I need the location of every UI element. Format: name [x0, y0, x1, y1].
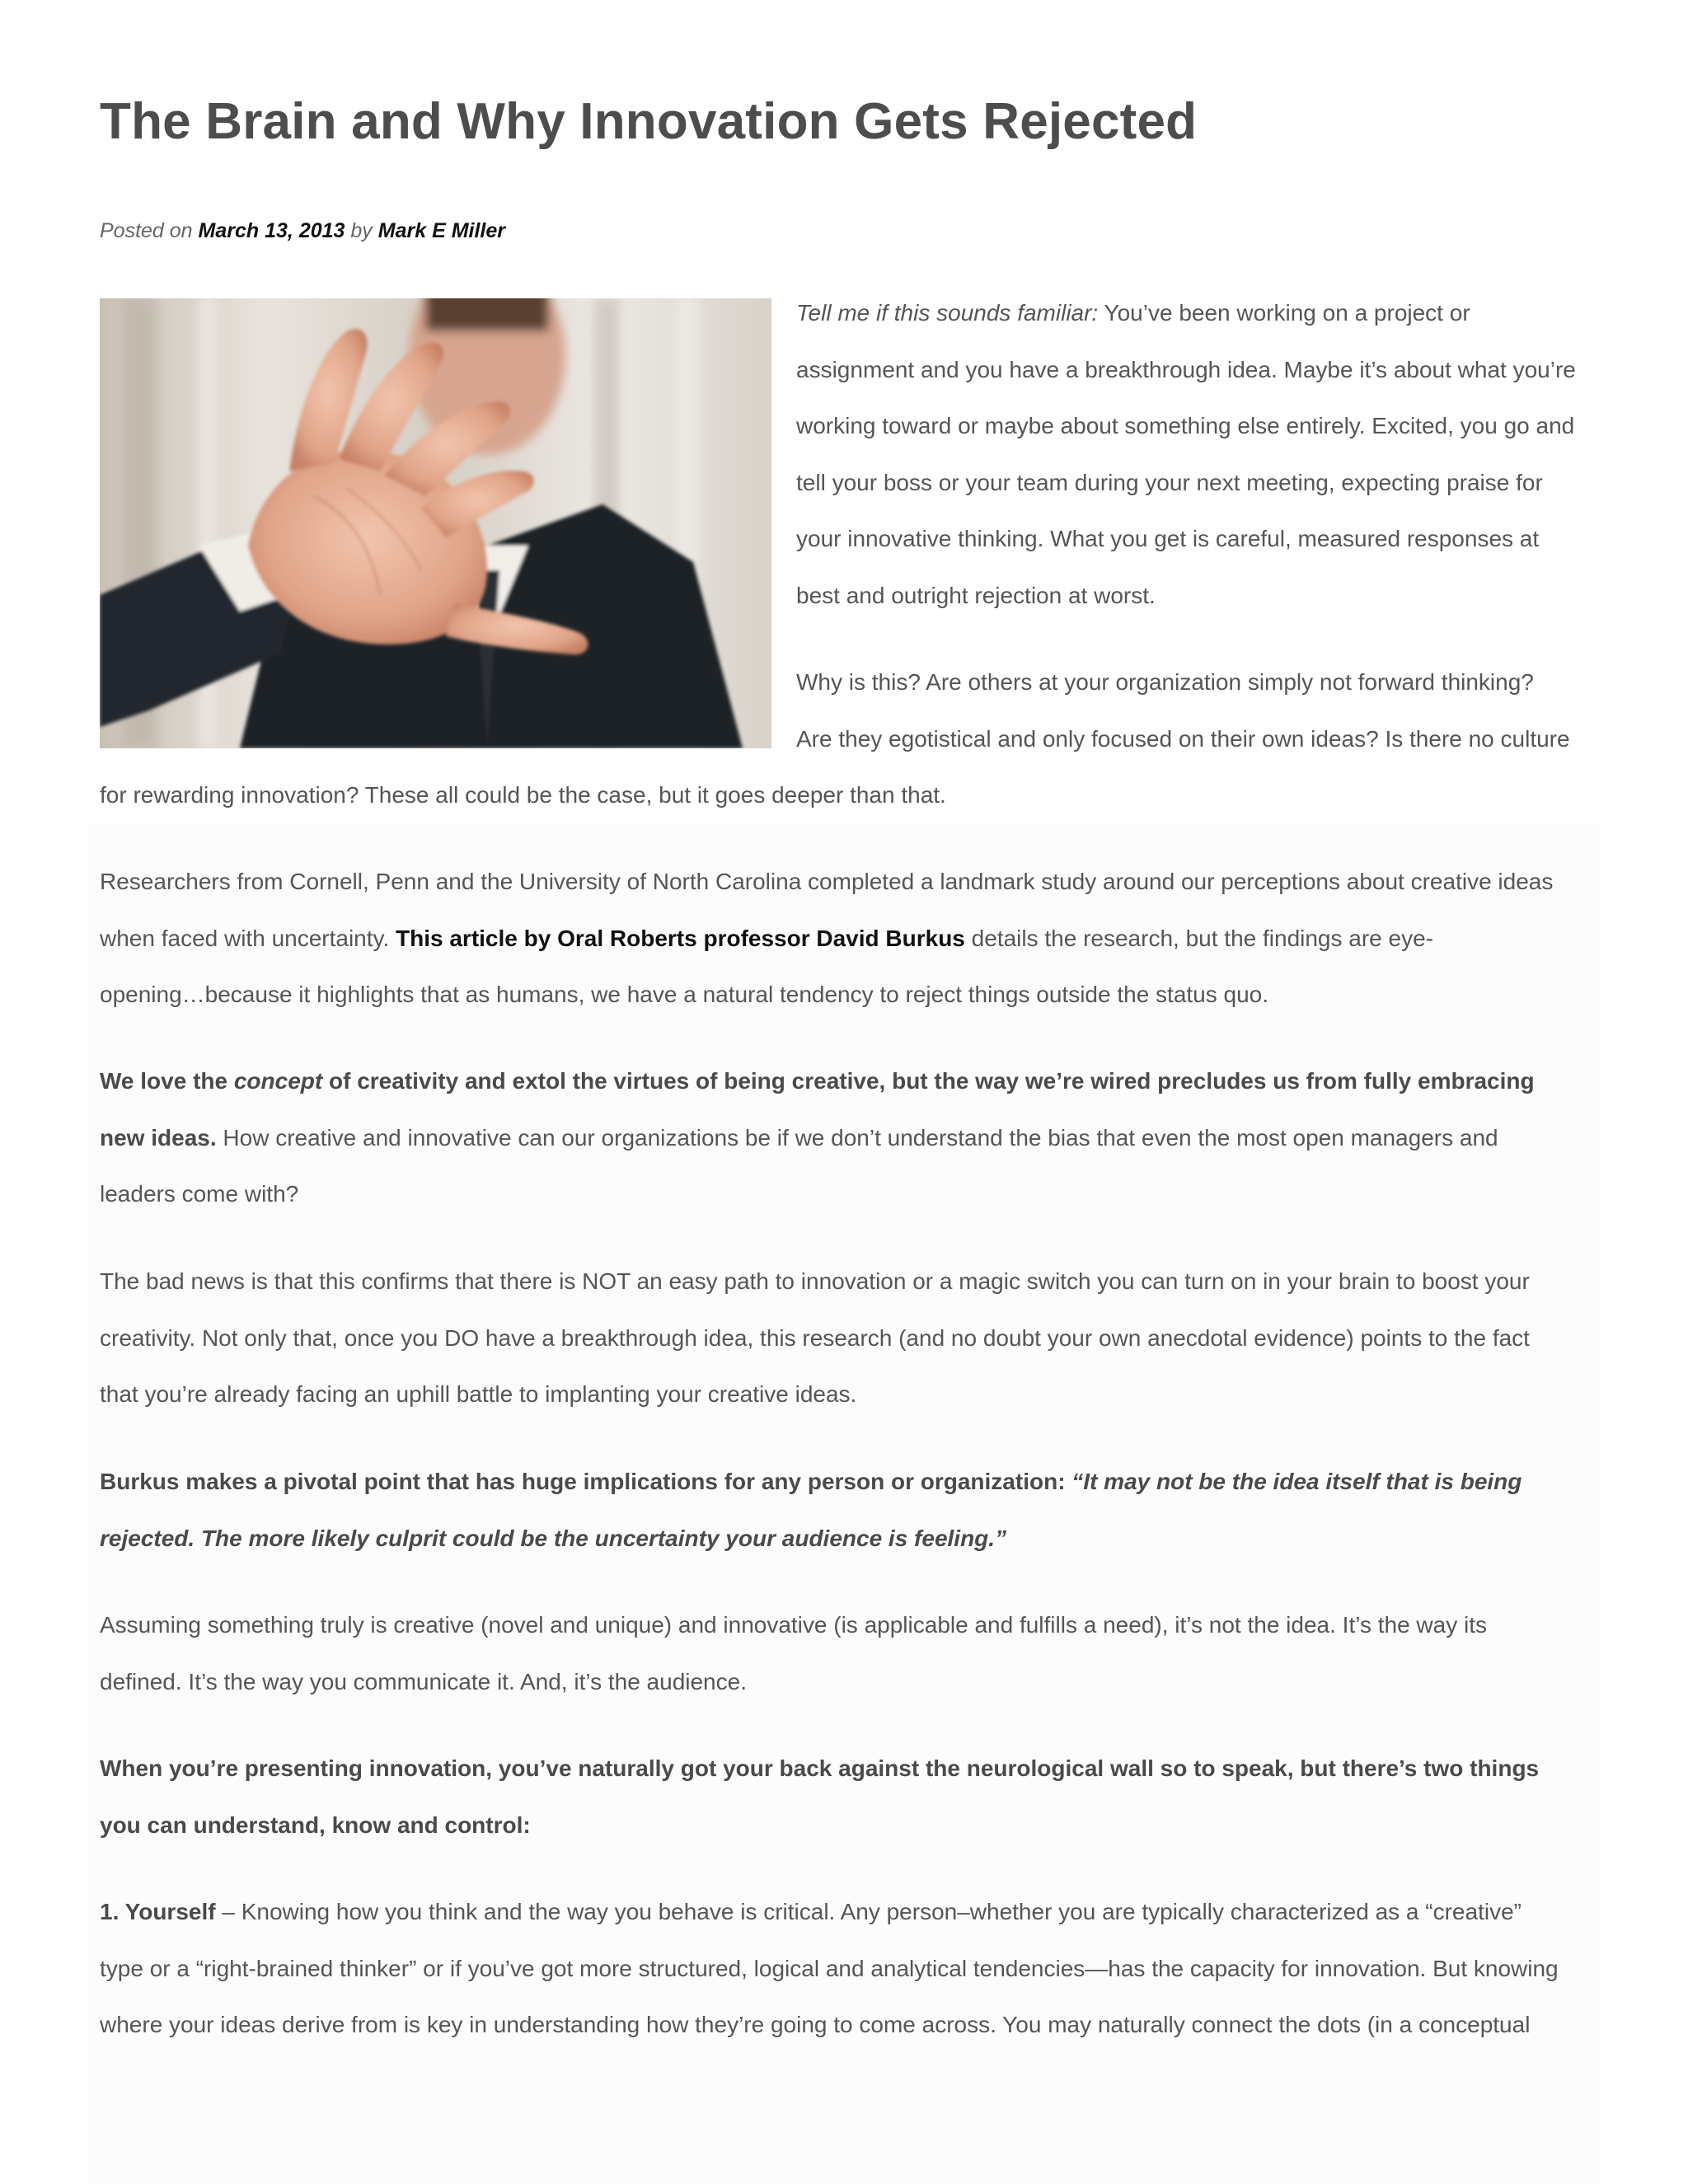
text-line: When you’re presenting innovation, you’ve naturally got your back against the neurological wall so to speak, but there’s two things [100, 1755, 1540, 1781]
article-image [100, 298, 771, 748]
text-line: Assuming something truly is creative (novel and unique) and innovative (is applicable and fulfills a need), it’s not the idea. It’s the way its [100, 1612, 1487, 1638]
quote-text: rejected. The more likely culprit could be the uncertainty your audience is feeling.” [100, 1525, 1007, 1551]
text-line: creativity. Not only that, once you DO have a breakthrough idea, this research (and no doubt your own anecdotal evidence) points to the fact [100, 1324, 1530, 1351]
text-line: assignment and you have a breakthrough idea. Maybe it’s about what you’re [796, 356, 1576, 382]
post-meta [100, 219, 505, 243]
paragraph-presenting [100, 1741, 1539, 1854]
paragraph-yourself [100, 1884, 1559, 2054]
text-line: you can understand, know and control: [100, 1811, 531, 1838]
text-segment: of creativity and extol the virtues of being creative, but the way we’re wired precludes us from fully embracing [322, 1068, 1535, 1094]
text-segment: We love the [100, 1068, 234, 1094]
paragraph-research [100, 854, 1553, 1024]
text-line: best and outright rejection at worst. [796, 582, 1156, 608]
concept-emphasis: concept [233, 1068, 323, 1094]
text-line: opening…because it highlights that as humans, we have a natural tendency to reject things outside the status quo. [100, 982, 1269, 1007]
text-line: type or a “right-brained thinker” or if you’ve got more structured, logical and analytical tendencies—has the capacity for innovation. But knowing [100, 1955, 1559, 1981]
author-link[interactable]: Mark E Miller [377, 219, 505, 242]
list-item-heading: 1. Yourself [100, 1899, 216, 1924]
burkus-article-link[interactable]: This article by Oral Roberts professor David Burkus [396, 925, 965, 951]
text-line: working toward or maybe about something else entirely. Excited, you go and [796, 413, 1575, 438]
text-line: Researchers from Cornell, Penn and the University of North Carolina completed a landmark study around our perceptions about creative ideas [100, 869, 1554, 894]
text-line: that you’re already facing an uphill battle to implanting your creative ideas. [100, 1381, 857, 1407]
text-line: tell your boss or your team during your next meeting, expecting praise for [796, 469, 1543, 495]
paragraph-concept [100, 1053, 1535, 1223]
text-segment: new ideas. [100, 1124, 217, 1151]
intro-italic: Tell me if this sounds familiar: [796, 300, 1099, 326]
text-segment: details the research, but the findings are eye- [964, 925, 1433, 951]
quote-text: “It may not be the idea itself that is being [1071, 1469, 1522, 1494]
paragraph-intro [796, 285, 1576, 624]
paragraph-why [796, 654, 1570, 767]
text-line: your innovative thinking. What you get is careful, measured responses at [796, 526, 1540, 551]
paragraph-pivotal-point [100, 1454, 1522, 1567]
text-line: for rewarding innovation? These all could be the case, but it goes deeper than that. [100, 782, 946, 808]
text-segment: How creative and innovative can our organizations be if we don’t understand the bias that even the most open managers and [216, 1124, 1498, 1151]
article-title: The Brain and Why Innovation Gets Rejected [100, 93, 1198, 150]
paragraph-why-cont [100, 767, 946, 824]
text-line: Why is this? Are others at your organization simply not forward thinking? [796, 669, 1534, 695]
text-line: defined. It’s the way you communicate it. And, it’s the audience. [100, 1668, 747, 1694]
text-segment: – Knowing how you think and the way you behave is critical. Any person–whether you are typically characterized as a “creative” [215, 1899, 1522, 1924]
text-line: where your ideas derive from is key in understanding how they’re going to come across. You may naturally connect the dots (in a conceptual [100, 2012, 1531, 2037]
posted-on-label: Posted on [100, 219, 193, 242]
paragraph-assuming [100, 1597, 1487, 1710]
text-segment: Burkus makes a pivotal point that has huge implications for any person or organization: [100, 1469, 1072, 1494]
text-line: You’ve been working on a project or [1098, 300, 1470, 326]
text-segment: when faced with uncertainty. [100, 925, 396, 951]
text-line: leaders come with? [100, 1181, 299, 1207]
post-date-link[interactable]: March 13, 2013 [198, 219, 345, 242]
paragraph-bad-news [100, 1254, 1530, 1423]
by-label: by [350, 219, 373, 242]
text-line: The bad news is that this confirms that there is NOT an easy path to innovation or a magic switch you can turn on in your brain to boost your [100, 1268, 1530, 1294]
text-line: Are they egotistical and only focused on their own ideas? Is there no culture [796, 725, 1570, 752]
